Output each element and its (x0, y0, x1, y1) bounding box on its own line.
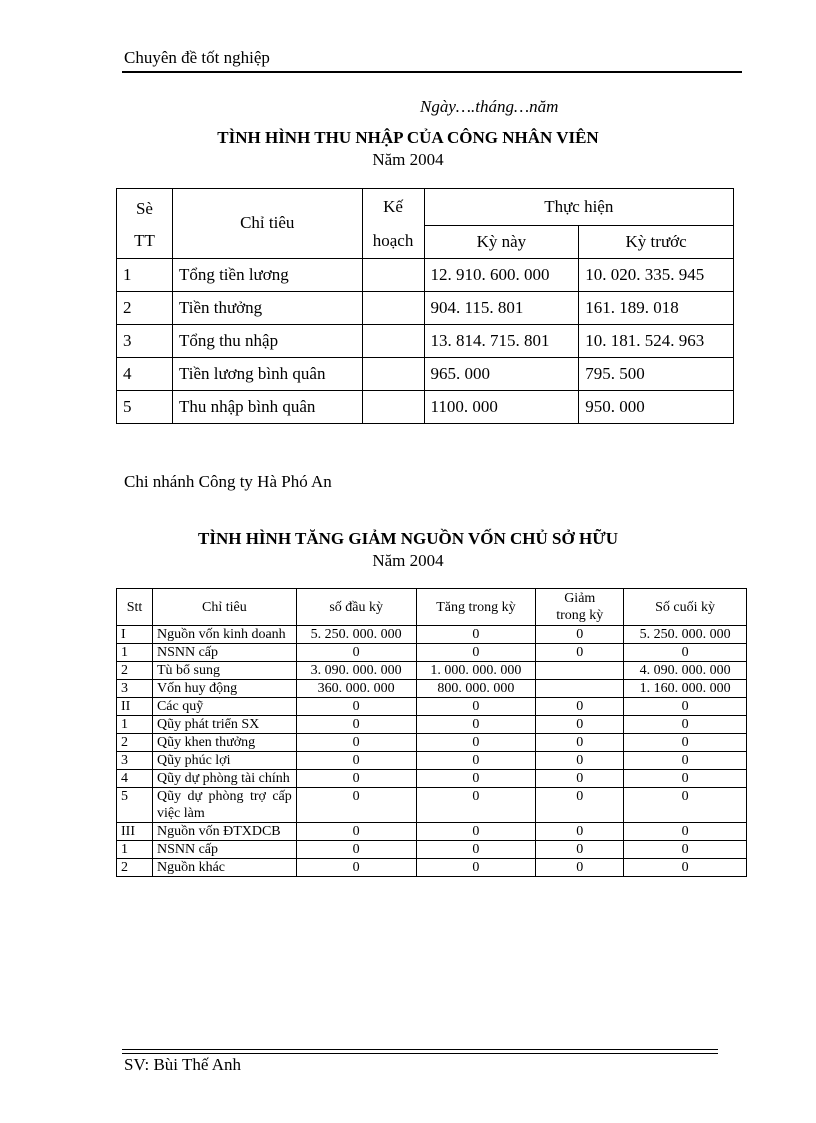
row-indicator: Tiền lương bình quân (172, 357, 362, 390)
footer-rule (122, 1049, 718, 1050)
row-opening: 0 (296, 644, 416, 662)
row-decrease: 0 (536, 752, 624, 770)
footer-author: SV: Bùi Thế Anh (124, 1055, 241, 1074)
income-table-title: TÌNH HÌNH THU NHẬP CỦA CÔNG NHÂN VIÊN (217, 128, 599, 147)
row-opening: 0 (296, 770, 416, 788)
row-increase: 0 (416, 644, 536, 662)
row-indicator: Qũy dự phòng trợ cấp việc làm (152, 788, 296, 823)
row-decrease: 0 (536, 734, 624, 752)
row-closing: 1. 160. 000. 000 (624, 680, 747, 698)
row-stt: 5 (117, 788, 153, 823)
row-indicator: Tổng tiền lương (172, 258, 362, 291)
row-indicator: Thu nhập bình quân (172, 390, 362, 423)
header-plan-bottom: hoạch (362, 225, 424, 258)
row-indicator: Qũy phúc lợi (152, 752, 296, 770)
row-increase: 0 (416, 859, 536, 877)
row-stt: 2 (117, 291, 173, 324)
row-increase: 0 (416, 734, 536, 752)
row-decrease: 0 (536, 716, 624, 734)
row-indicator: Tiền thưởng (172, 291, 362, 324)
row-stt: 1 (117, 841, 153, 859)
row-stt: 1 (117, 258, 173, 291)
row-closing: 0 (624, 698, 747, 716)
row-opening: 0 (296, 859, 416, 877)
row-increase: 0 (416, 752, 536, 770)
row-increase: 800. 000. 000 (416, 680, 536, 698)
row-decrease: 0 (536, 841, 624, 859)
header-stt-bottom: TT (117, 225, 173, 258)
row-stt: 3 (117, 752, 153, 770)
row-plan (362, 258, 424, 291)
header-prev-period: Kỳ trước (579, 225, 734, 258)
row-prev-period: 10. 020. 335. 945 (579, 258, 734, 291)
row-stt: 2 (117, 734, 153, 752)
table-row (117, 698, 747, 716)
row-closing: 0 (624, 788, 747, 823)
table-row (117, 680, 747, 698)
table-row (117, 357, 734, 390)
header-decrease-bottom: trong kỳ (556, 608, 604, 623)
table-row (117, 859, 747, 877)
header-decrease (536, 589, 624, 626)
table-row (117, 390, 734, 423)
table-row (117, 258, 734, 291)
row-plan (362, 324, 424, 357)
table-row (117, 841, 747, 859)
row-opening: 3. 090. 000. 000 (296, 662, 416, 680)
row-increase: 0 (416, 698, 536, 716)
row-prev-period: 161. 189. 018 (579, 291, 734, 324)
income-table (116, 188, 734, 424)
row-opening: 0 (296, 716, 416, 734)
table-row (117, 788, 747, 823)
row-stt: III (117, 823, 153, 841)
row-opening: 0 (296, 734, 416, 752)
row-opening: 0 (296, 788, 416, 823)
row-decrease: 0 (536, 770, 624, 788)
row-closing: 0 (624, 644, 747, 662)
row-indicator: Qũy phát triển SX (152, 716, 296, 734)
header-indicator: Chỉ tiêu (152, 589, 296, 626)
table-row (117, 770, 747, 788)
row-decrease: 0 (536, 823, 624, 841)
row-opening: 0 (296, 698, 416, 716)
row-stt: 4 (117, 357, 173, 390)
row-plan (362, 291, 424, 324)
row-decrease: 0 (536, 788, 624, 823)
row-closing: 0 (624, 752, 747, 770)
header-actual: Thực hiện (424, 189, 733, 226)
header-plan-top: Kế (362, 189, 424, 226)
row-stt: 4 (117, 770, 153, 788)
equity-table-year: Năm 2004 (372, 551, 444, 570)
row-this-period: 965. 000 (424, 357, 579, 390)
row-decrease: 0 (536, 859, 624, 877)
row-increase: 0 (416, 716, 536, 734)
row-opening: 0 (296, 823, 416, 841)
row-stt: 1 (117, 644, 153, 662)
row-decrease (536, 662, 624, 680)
row-indicator: Qũy khen thưởng (152, 734, 296, 752)
row-stt: 3 (117, 324, 173, 357)
row-stt: 2 (117, 662, 153, 680)
row-indicator: Nguồn vốn ĐTXDCB (152, 823, 296, 841)
header-stt-top: Sè (117, 189, 173, 226)
table-row (117, 662, 747, 680)
header-opening: số đầu kỳ (296, 589, 416, 626)
table-row (117, 324, 734, 357)
header-rule (122, 71, 742, 73)
row-this-period: 13. 814. 715. 801 (424, 324, 579, 357)
row-prev-period: 10. 181. 524. 963 (579, 324, 734, 357)
row-stt: 3 (117, 680, 153, 698)
row-closing: 5. 250. 000. 000 (624, 626, 747, 644)
row-indicator: Các quỹ (152, 698, 296, 716)
table-row (117, 716, 747, 734)
row-stt: II (117, 698, 153, 716)
row-closing: 0 (624, 734, 747, 752)
equity-table (116, 588, 747, 877)
table-row (117, 291, 734, 324)
income-table-year: Năm 2004 (372, 150, 444, 169)
row-prev-period: 795. 500 (579, 357, 734, 390)
header-decrease-top: Giảm (564, 591, 596, 606)
branch-name: Chi nhánh Công ty Hà Phó An (124, 472, 332, 491)
header-stt: Stt (117, 589, 153, 626)
row-decrease: 0 (536, 698, 624, 716)
row-indicator: Nguồn vốn kinh doanh (152, 626, 296, 644)
row-indicator: Tổng thu nhập (172, 324, 362, 357)
row-closing: 4. 090. 000. 000 (624, 662, 747, 680)
row-closing: 0 (624, 841, 747, 859)
row-closing: 0 (624, 716, 747, 734)
row-increase: 1. 000. 000. 000 (416, 662, 536, 680)
row-closing: 0 (624, 823, 747, 841)
row-stt: 2 (117, 859, 153, 877)
row-increase: 0 (416, 841, 536, 859)
row-this-period: 1100. 000 (424, 390, 579, 423)
row-closing: 0 (624, 770, 747, 788)
row-increase: 0 (416, 770, 536, 788)
row-opening: 360. 000. 000 (296, 680, 416, 698)
row-stt: I (117, 626, 153, 644)
row-opening: 0 (296, 752, 416, 770)
header-indicator: Chỉ tiêu (172, 189, 362, 259)
table-row (117, 823, 747, 841)
table-row (117, 644, 747, 662)
row-indicator: Nguồn khác (152, 859, 296, 877)
row-opening: 0 (296, 841, 416, 859)
page-header-title: Chuyên đề tốt nghiệp (124, 48, 270, 67)
header-increase: Tăng trong kỳ (416, 589, 536, 626)
footer-rule-double (122, 1053, 718, 1054)
row-opening: 5. 250. 000. 000 (296, 626, 416, 644)
equity-table-title: TÌNH HÌNH TĂNG GIẢM NGUỒN VỐN CHỦ SỞ HỮU (198, 529, 618, 548)
table-row (117, 734, 747, 752)
row-stt: 1 (117, 716, 153, 734)
row-indicator: Vốn huy động (152, 680, 296, 698)
row-increase: 0 (416, 823, 536, 841)
row-this-period: 12. 910. 600. 000 (424, 258, 579, 291)
row-increase: 0 (416, 788, 536, 823)
row-indicator: Qũy dự phòng tài chính (152, 770, 296, 788)
row-this-period: 904. 115. 801 (424, 291, 579, 324)
header-this-period: Kỳ này (424, 225, 579, 258)
header-closing: Số cuối kỳ (624, 589, 747, 626)
table-row (117, 752, 747, 770)
row-indicator: NSNN cấp (152, 841, 296, 859)
row-increase: 0 (416, 626, 536, 644)
table-row (117, 626, 747, 644)
date-line: Ngày….tháng…năm (420, 97, 559, 116)
row-indicator: NSNN cấp (152, 644, 296, 662)
row-decrease: 0 (536, 644, 624, 662)
row-decrease: 0 (536, 626, 624, 644)
row-plan (362, 390, 424, 423)
row-indicator: Tù bổ sung (152, 662, 296, 680)
row-closing: 0 (624, 859, 747, 877)
row-stt: 5 (117, 390, 173, 423)
row-prev-period: 950. 000 (579, 390, 734, 423)
row-decrease (536, 680, 624, 698)
row-plan (362, 357, 424, 390)
